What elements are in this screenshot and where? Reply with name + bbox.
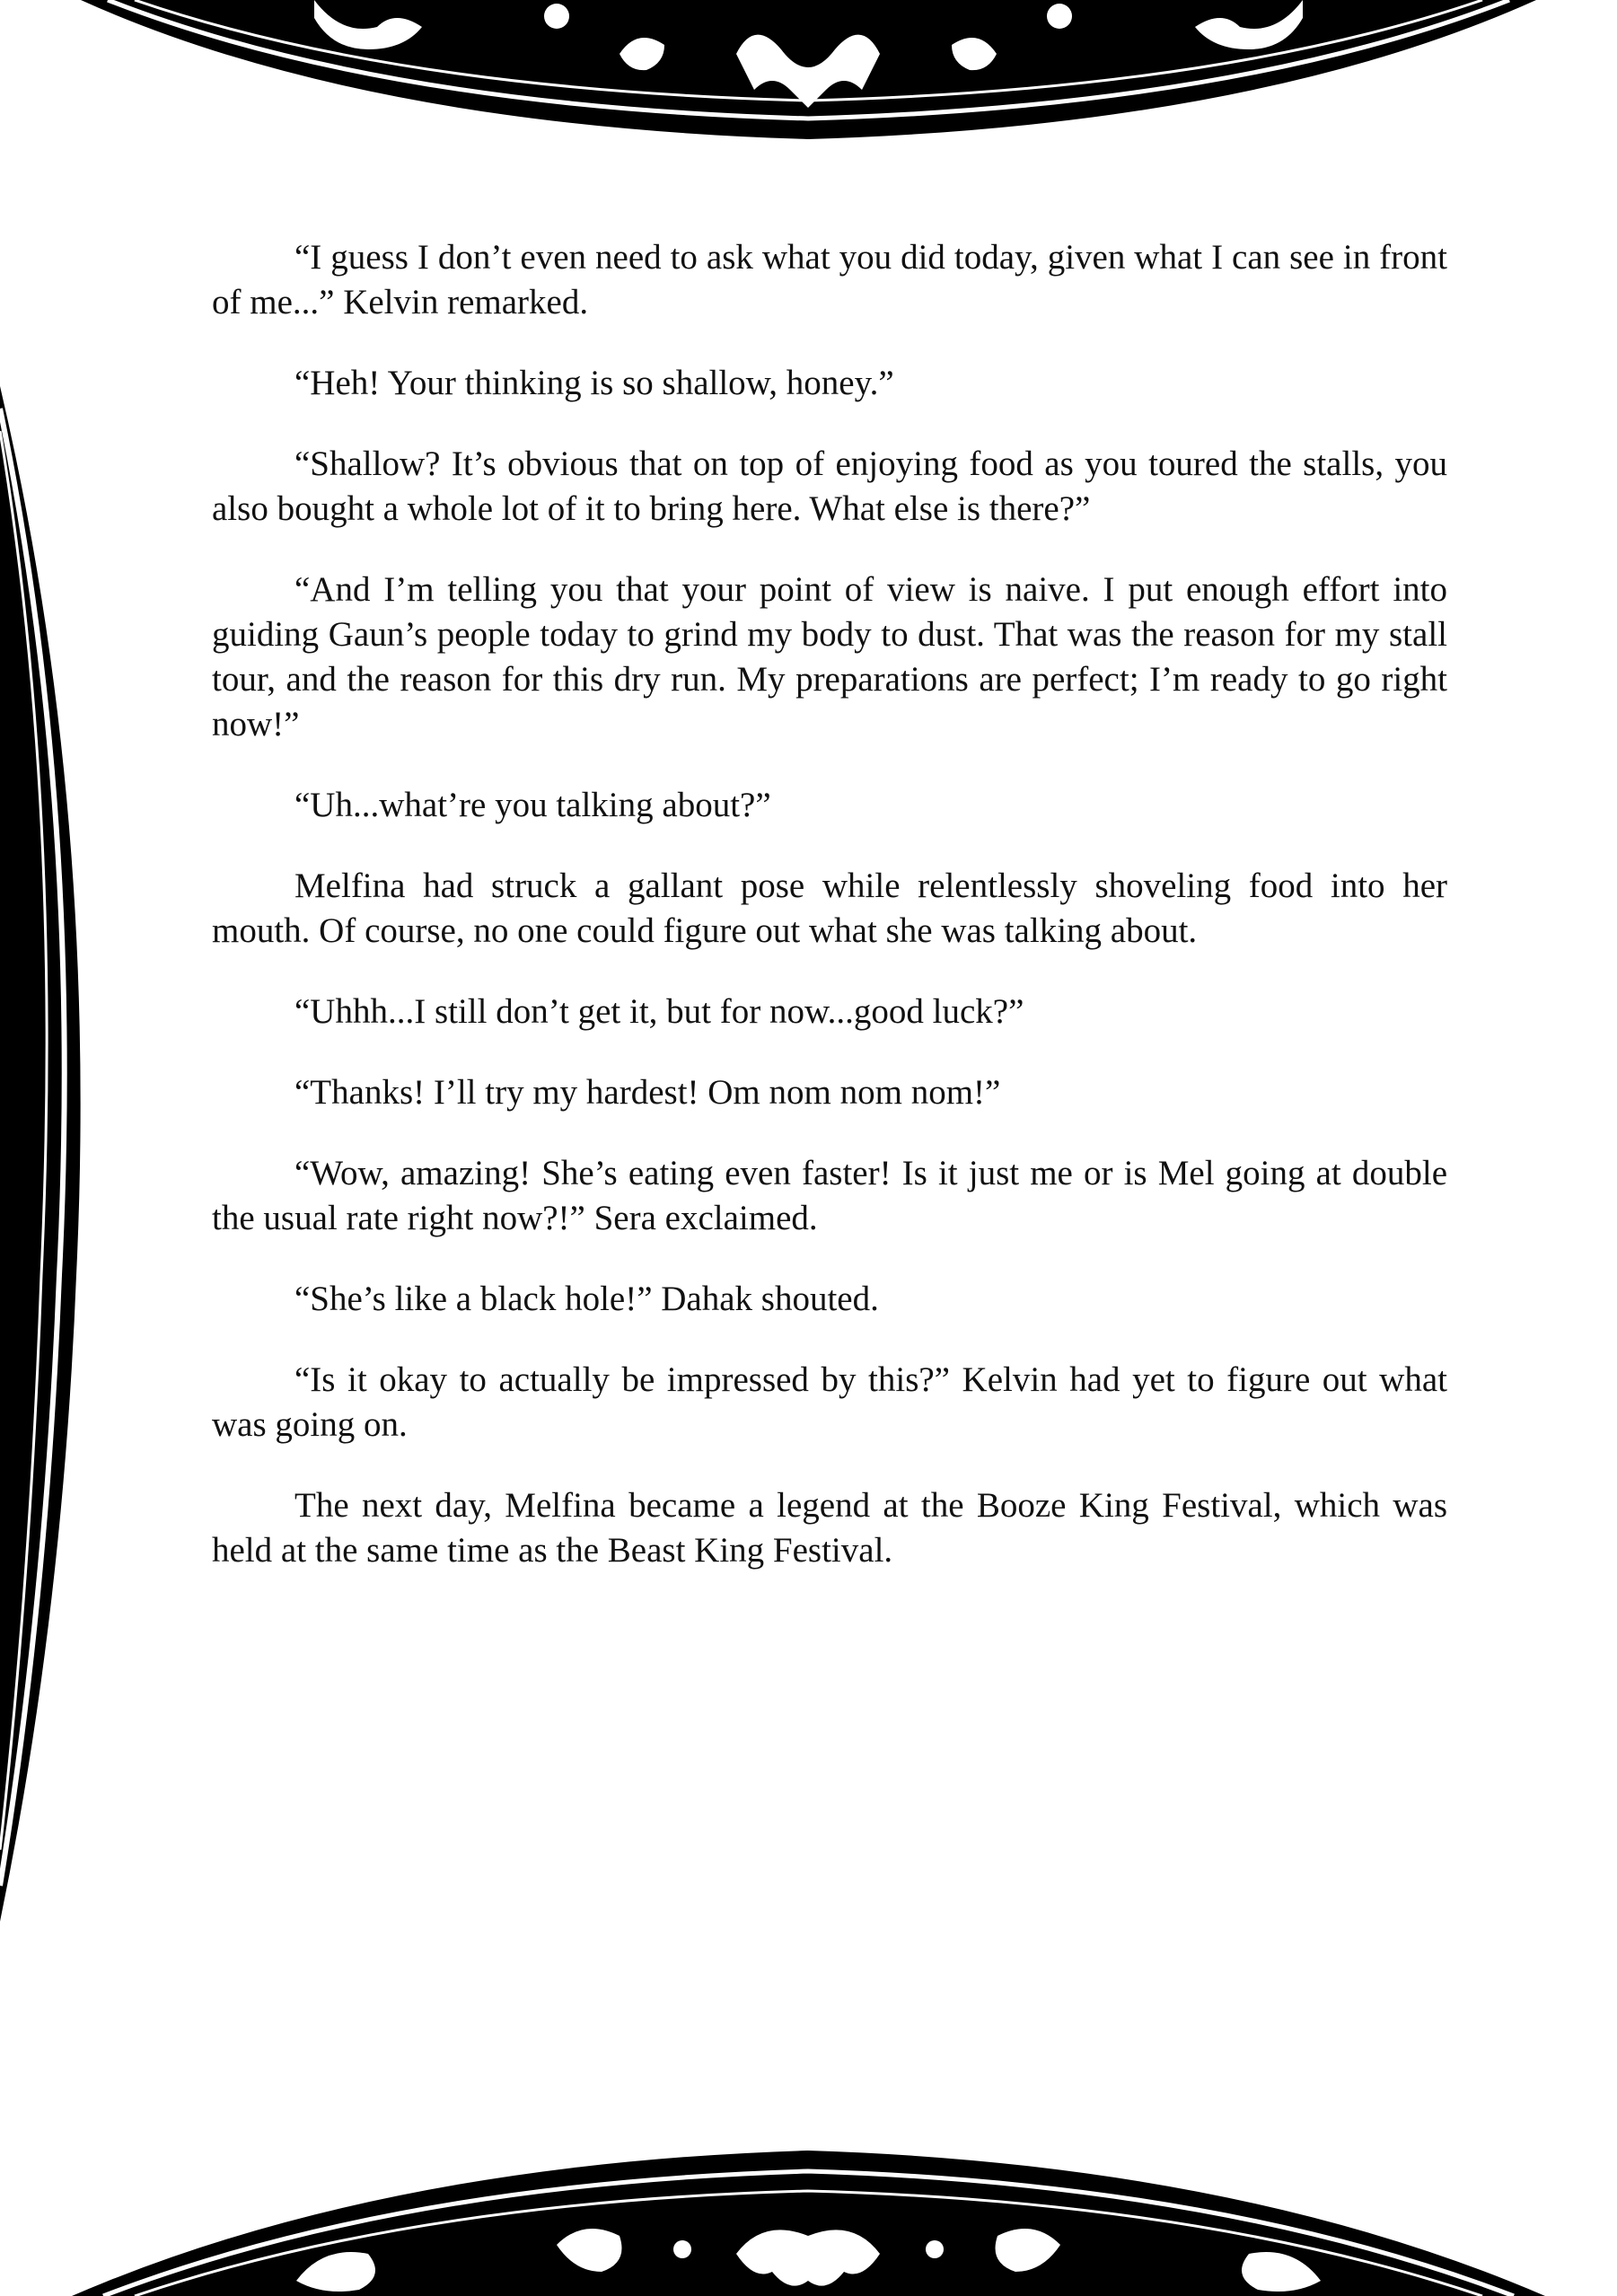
bottom-filigree-ornament [72, 2151, 1545, 2296]
paragraph: “Shallow? It’s obvious that on top of enjoying food as you toured the stalls, you also bought a whole lot of it to bring here. What else is there?” [212, 444, 1447, 528]
left-curved-border-ornament [0, 386, 81, 1922]
paragraph: “Heh! Your thinking is so shallow, honey.” [294, 364, 894, 402]
paragraph: “Wow, amazing! She’s eating even faster! Is it just me or is Mel going at double the usual rate right now?!” Sera exclaimed. [212, 1154, 1447, 1237]
top-filigree-ornament [81, 0, 1536, 139]
paragraph: “Is it okay to actually be impressed by this?” Kelvin had yet to figure out what was going on. [212, 1360, 1447, 1444]
paragraph: “Uhhh...I still don’t get it, but for now...good luck?” [294, 992, 1024, 1031]
paragraph: “Uh...what’re you talking about?” [294, 786, 771, 824]
paragraph: Melfina had struck a gallant pose while relentlessly shoveling food into her mouth. Of course, no one could figure out what she was talking about. [212, 866, 1447, 950]
paragraph: “She’s like a black hole!” Dahak shouted. [294, 1280, 879, 1318]
paragraph: “I guess I don’t even need to ask what you did today, given what I can see in front of me...” Kelvin remarked. [212, 238, 1447, 321]
story-text [212, 235, 1447, 1609]
paragraph: “And I’m telling you that your point of view is naive. I put enough effort into guiding Gaun’s people today to grind my body to dust. That was the reason for my stall tour, and the reason for this dry run. My preparations are perfect; I’m ready to go right now!” [212, 570, 1447, 743]
paragraph: “Thanks! I’ll try my hardest! Om nom nom nom!” [294, 1073, 1001, 1112]
paragraph: The next day, Melfina became a legend at the Booze King Festival, which was held at the same time as the Beast King Festival. [212, 1486, 1447, 1570]
